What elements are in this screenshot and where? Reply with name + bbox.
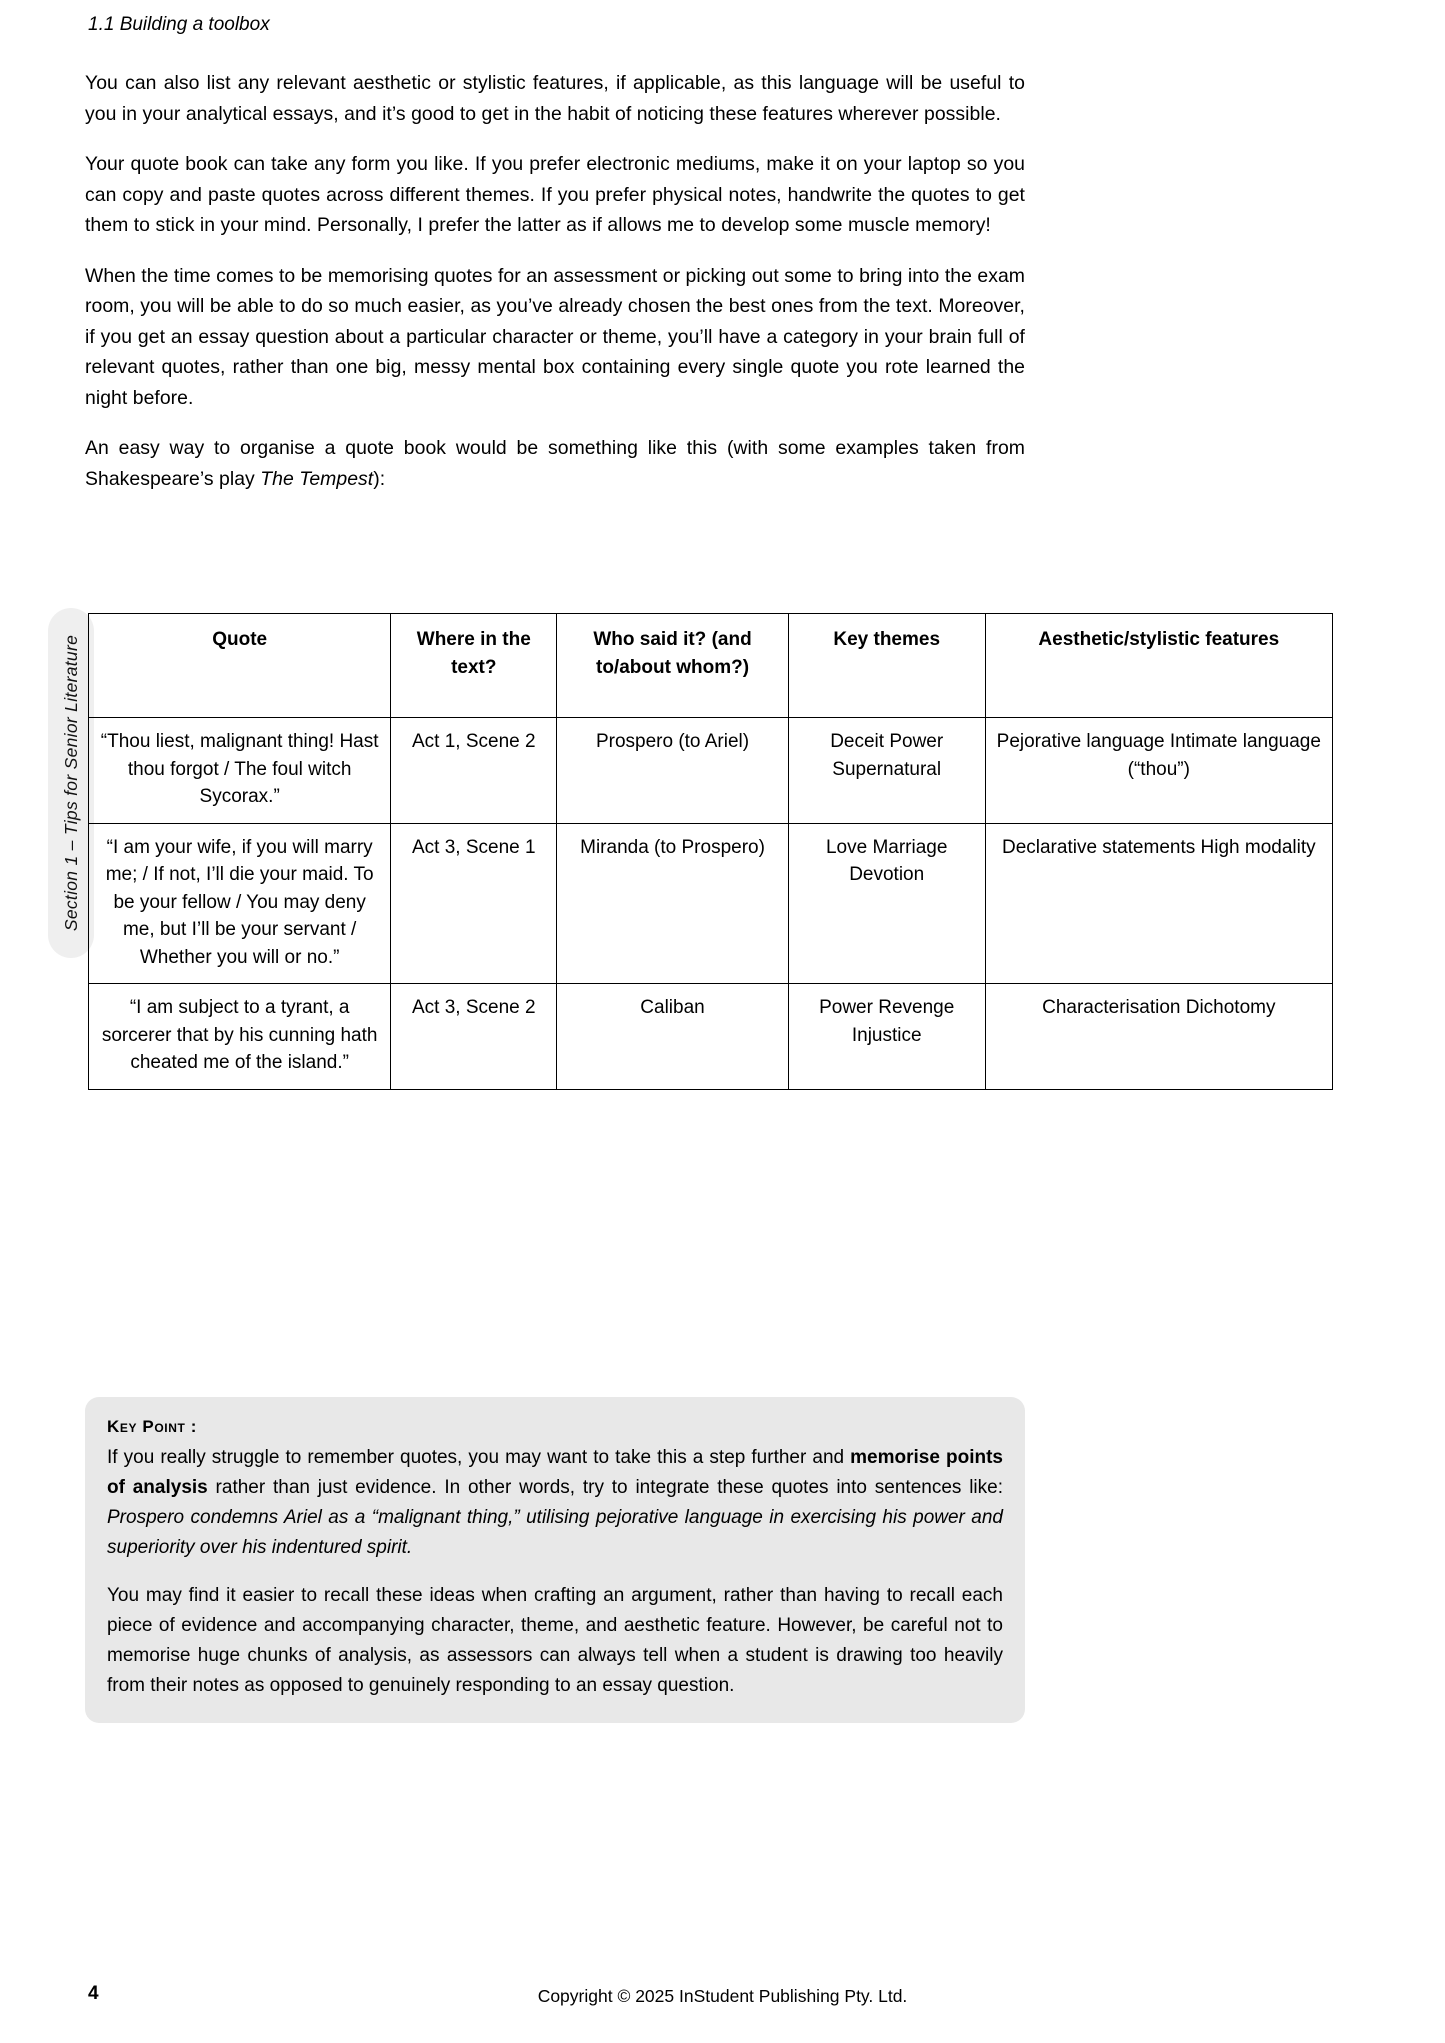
running-head: 1.1 Building a toolbox <box>88 14 270 35</box>
column-header-who-said-it: Who said it? (and to/about whom?) <box>557 614 789 718</box>
cell-where: Act 3, Scene 2 <box>391 984 557 1090</box>
table-header-row <box>89 614 1333 718</box>
cell-who: Caliban <box>557 984 789 1090</box>
table-row <box>89 984 1333 1090</box>
play-title: The Tempest <box>260 467 374 490</box>
cell-who: Prospero (to Ariel) <box>557 718 789 824</box>
key-point-paragraph-1 <box>107 1443 1003 1563</box>
cell-quote: “Thou liest, malignant thing! Hast thou forgot / The foul witch Sycorax.” <box>89 718 391 824</box>
key-point-paragraph-2: You may find it easier to recall these ideas when crafting an argument, rather than having to recall each piece of evidence and accompanying character, theme, and aesthetic feature. However, be careful not to memorise huge chunks of analysis, as assessors can always tell when a student is drawing too heavily from their notes as opposed to genuinely responding to an essay question. <box>107 1585 1003 1696</box>
cell-where: Act 3, Scene 1 <box>391 823 557 984</box>
cell-quote: “I am subject to a tyrant, a sorcerer that by his cunning hath cheated me of the island.” <box>89 984 391 1090</box>
page-number: 4 <box>88 1983 99 2004</box>
key-point-emphasis: memorise points of analysis <box>107 1447 1003 1498</box>
cell-aesthetic: Characterisation Dichotomy <box>985 984 1332 1090</box>
copyright-notice: Copyright © 2025 InStudent Publishing Pty. Ltd. <box>537 1986 908 2006</box>
key-point-title: Key Point : <box>107 1417 197 1436</box>
column-header-key-themes: Key themes <box>788 614 985 718</box>
quote-book-table <box>88 613 1333 1090</box>
paragraph-4 <box>85 433 1025 494</box>
cell-aesthetic: Pejorative language Intimate language (“thou”) <box>985 718 1332 824</box>
cell-who: Miranda (to Prospero) <box>557 823 789 984</box>
key-point-p1-part-a: If you really struggle to remember quotes, you may want to take this a step further and <box>107 1447 851 1468</box>
cell-where: Act 1, Scene 2 <box>391 718 557 824</box>
key-point-box <box>85 1397 1025 1723</box>
paragraph-2: Your quote book can take any form you like. If you prefer electronic mediums, make it on your laptop so you can copy and paste quotes across different themes. If you prefer physical notes, handwrite the quotes to get them to stick in your mind. Personally, I prefer the latter as if allows me to develop some muscle memory! <box>85 153 1025 236</box>
column-header-where-in-text: Where in the text? <box>391 614 557 718</box>
cell-themes: Deceit Power Supernatural <box>788 718 985 824</box>
cell-aesthetic: Declarative statements High modality <box>985 823 1332 984</box>
key-point-p1-part-b: rather than just evidence. In other words, try to integrate these quotes into sentences like: <box>207 1477 1003 1498</box>
table-row <box>89 718 1333 824</box>
column-header-aesthetic-features: Aesthetic/stylistic features <box>985 614 1332 718</box>
section-side-tab-label: Section 1 – Tips for Senior Literature <box>60 634 81 932</box>
paragraph-3: When the time comes to be memorising quotes for an assessment or picking out some to bring into the exam room, you will be able to do so much easier, as you’ve already chosen the best ones from the text. Moreover, if you get an essay question about a particular character or theme, you’ll have a category in your brain full of relevant quotes, rather than one big, messy mental box containing every single quote you rote learned the night before. <box>85 264 1025 409</box>
cell-themes: Power Revenge Injustice <box>788 984 985 1090</box>
column-header-quote: Quote <box>89 614 391 718</box>
table-row <box>89 823 1333 984</box>
paragraph-4-part-a: An easy way to organise a quote book would be something like this (with some examples taken from Shakespeare’s play <box>85 437 1025 490</box>
quote-book-table-wrapper <box>88 613 1333 1090</box>
key-point-example-sentence: Prospero condemns Ariel as a “malignant thing,” utilising pejorative language in exercising his power and superiority over his indentured spirit. <box>107 1507 1003 1558</box>
paragraph-1: You can also list any relevant aesthetic or stylistic features, if applicable, as this language will be useful to you in your analytical essays, and it’s good to get in the habit of noticing these features wherever possible. <box>85 72 1025 125</box>
body-content <box>85 68 1025 494</box>
paragraph-4-part-b: ): <box>373 467 386 490</box>
cell-quote: “I am your wife, if you will marry me; / If not, I’ll die your maid. To be your fellow / You may deny me, but I’ll be your servant / Whether you will or no.” <box>89 823 391 984</box>
cell-themes: Love Marriage Devotion <box>788 823 985 984</box>
